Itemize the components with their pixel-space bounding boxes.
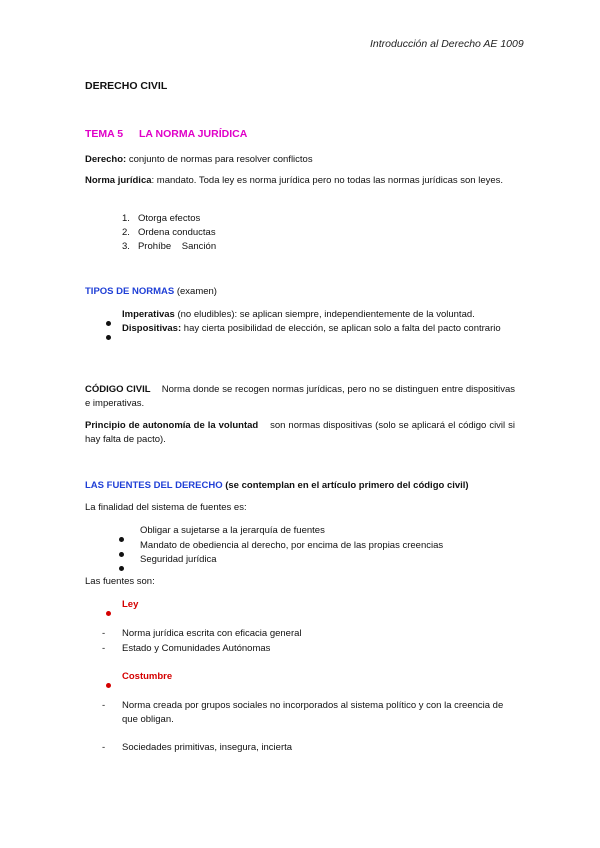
dash-marker: - xyxy=(102,700,106,711)
dash-marker: - xyxy=(102,628,106,639)
tipos-text: hay cierta posibilidad de elección, se aplican solo a falta del pacto contrario xyxy=(181,323,501,334)
tema-heading xyxy=(85,128,247,140)
def-norma xyxy=(85,174,515,188)
numbered-item-3 xyxy=(122,240,216,254)
def-norma-text: : mandato. Toda ley es norma jurídica pero no todas las normas jurídicas son leyes. xyxy=(151,175,504,186)
section-title: DERECHO CIVIL xyxy=(85,80,168,92)
tipos-text: (no eludibles): se aplican siempre, independientemente de la voluntad. xyxy=(174,309,475,320)
def-derecho-text: conjunto de normas para resolver conflictos xyxy=(126,154,313,165)
costumbre-title: Costumbre xyxy=(122,671,173,682)
ley-item: Norma jurídica escrita con eficacia general xyxy=(122,628,302,639)
fuentes-note: (se contemplan en el artículo primero del código civil) xyxy=(222,480,469,491)
header-course: Introducción al Derecho AE 1009 xyxy=(370,38,524,50)
bullet-icon xyxy=(106,603,111,621)
tipos-note: (examen) xyxy=(174,286,217,297)
tipos-title: TIPOS DE NORMAS xyxy=(85,286,175,297)
bullet-icon xyxy=(106,675,111,693)
fuentes-son: Las fuentes son: xyxy=(85,576,155,587)
def-derecho-term: Derecho: xyxy=(85,154,127,165)
tema-number: TEMA 5 xyxy=(85,128,124,140)
list-number: 2. xyxy=(122,227,130,238)
costumbre-item: Norma creada por grupos sociales no incorporados al sistema político y con la creencia de que obligan. xyxy=(122,700,504,725)
fuentes-item: Mandato de obediencia al derecho, por encima de las propias creencias xyxy=(140,540,444,551)
tipos-item-dispositivas xyxy=(122,322,515,336)
def-derecho xyxy=(85,153,313,167)
list-number: 3. xyxy=(122,241,130,252)
numbered-item-2 xyxy=(122,226,216,240)
ley-item: Estado y Comunidades Autónomas xyxy=(122,643,271,654)
tema-title: LA NORMA JURÍDICA xyxy=(138,128,248,140)
bullet-icon xyxy=(106,327,111,345)
list-text: Prohíbe Sanción xyxy=(137,241,217,252)
dash-marker: - xyxy=(102,742,106,753)
list-number: 1. xyxy=(122,213,130,224)
codigo-text: Norma donde se recogen normas jurídicas, pero no se distinguen entre dispositivas e imperativas. xyxy=(85,384,518,409)
tipos-heading xyxy=(85,285,217,299)
principio-autonomia xyxy=(85,419,518,446)
list-text: Ordena conductas xyxy=(137,227,216,238)
fuentes-intro: La finalidad del sistema de fuentes es: xyxy=(85,502,247,513)
tipos-term: Imperativas xyxy=(122,309,175,320)
codigo-term: CÓDIGO CIVIL xyxy=(85,384,151,395)
tipos-item-imperativas xyxy=(122,308,475,322)
list-text: Otorga efectos xyxy=(137,213,201,224)
principio-text: son normas dispositivas (solo se aplicará el código civil si hay falta de pacto). xyxy=(85,420,518,445)
ley-title: Ley xyxy=(122,599,139,610)
fuentes-title: LAS FUENTES DEL DERECHO xyxy=(85,480,223,491)
codigo-civil xyxy=(85,383,518,410)
bullet-icon xyxy=(119,558,124,576)
numbered-item-1 xyxy=(122,212,200,226)
principio-term: Principio de autonomía de la voluntad xyxy=(85,420,259,431)
dash-marker: - xyxy=(102,643,106,654)
costumbre-item: Sociedades primitivas, insegura, incierta xyxy=(122,742,293,753)
fuentes-item: Obligar a sujetarse a la jerarquía de fuentes xyxy=(140,525,325,536)
fuentes-heading xyxy=(85,479,469,493)
tipos-term: Dispositivas: xyxy=(122,323,182,334)
def-norma-term: Norma jurídica xyxy=(85,175,152,186)
fuentes-item: Seguridad jurídica xyxy=(140,554,217,565)
